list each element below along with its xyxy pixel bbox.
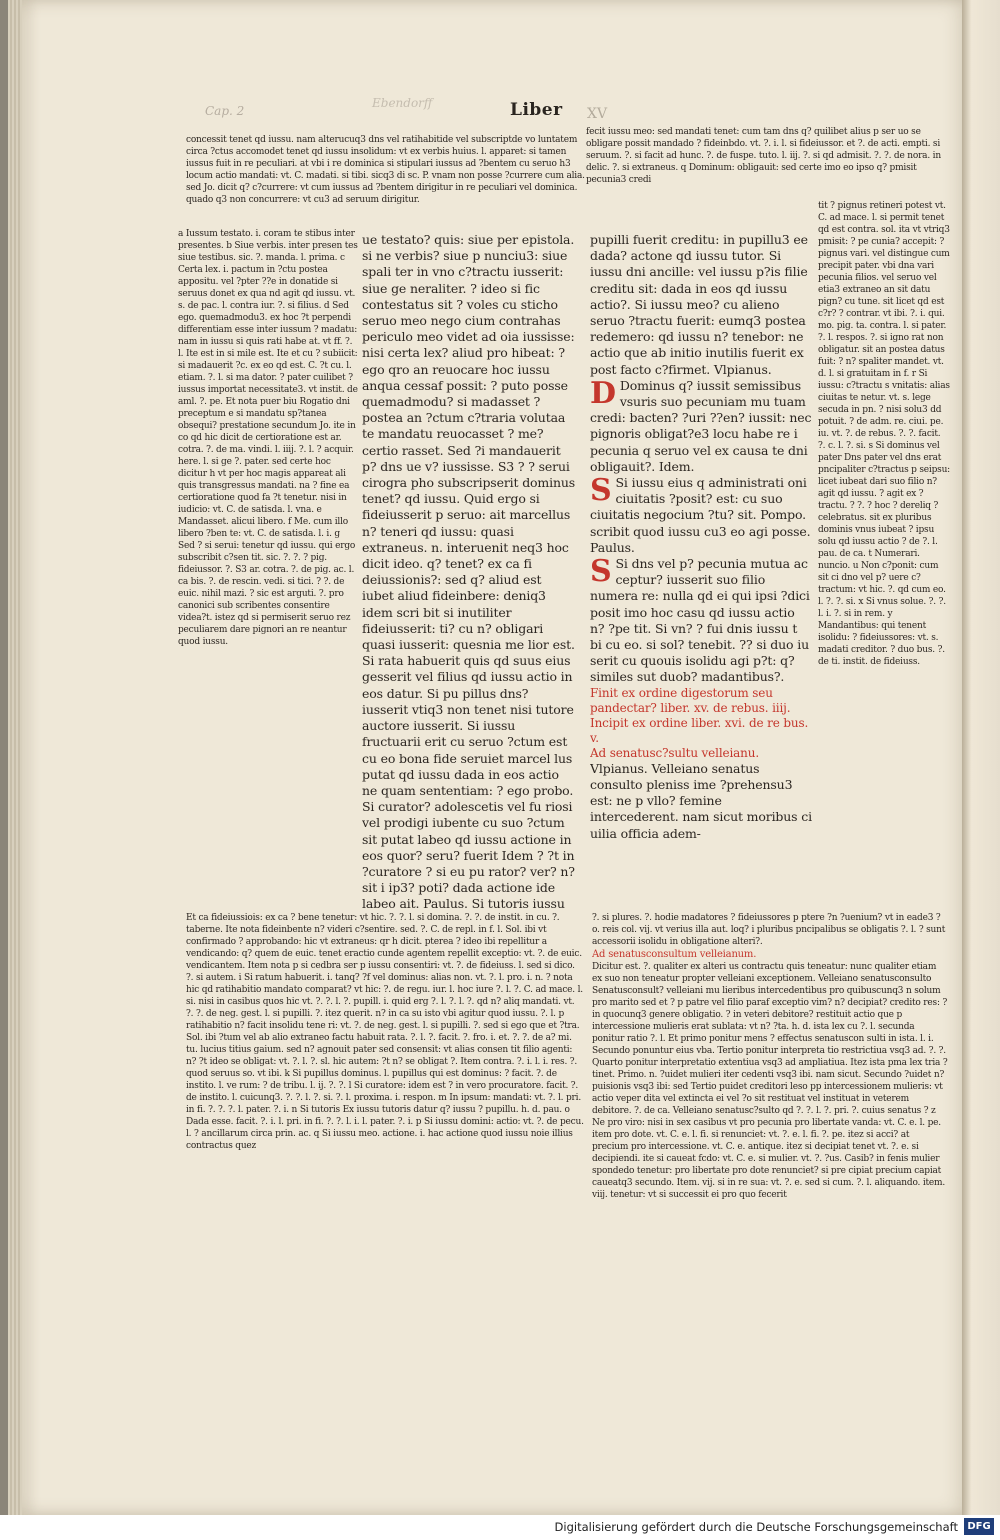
library-stamp: Ebendorff — [372, 96, 433, 110]
gloss-top-left-text: concessit tenet qd iussu. nam alterucuq3 dns vel ratihabitide vel subscriptde vo luntatem circa ?ctus accomodet tenet qd iussu insolidum: vt ex verbis huius. l. apparet: si tamen iussus fuit in re peculiari. at vbi i re dominica si stipulari iussus ad ?bentem cu seruo h3 locum actio mandati: vt. C. madati. si tibi. sicq3 di sc. P. vnam non posse ?currere cum alia. sed Jo. dicit q? c?currere: vt cum iussus ad ?bentem dirigitur in re peculiari vel dominica. quado q3 non concurrere: vt cu3 ad seruum dirigitur. — [186, 135, 585, 205]
running-head: Liber — [510, 100, 563, 120]
main-col2-para-3 — [590, 475, 812, 556]
gloss-left-column — [178, 228, 358, 912]
main-col2-para-1: pupilli fuerit creditu: in pupillu3 ee dada? actone qd iussu tutor. Si iussu dni ancille: vel iussu p?is filie creditu sit: dada in eos qd iussu actio?. Si iussu meo? cu alieno seruo ?tractu fuerit: eumq3 postea redemero: qd iussu n? tenebor: ne actio que ab initio inutilis fuerit ex post facto c?firmet. Vlpianus. — [590, 232, 808, 377]
red-initial-s2: S — [590, 554, 612, 590]
gloss-right-column — [818, 200, 950, 912]
book-edge-right — [962, 0, 1000, 1515]
main-col2-para-2-text: Dominus q? iussit semissibus vsuris suo pecuniam mu tuam credi: bacten? ?uri ??en? iussit: nec pignoris obligat?e3 locu habe re i pecunia q seruo vel ex causa te dni obligauit?. Idem. — [590, 377, 812, 474]
gloss-bottom-right-intro: ?. si plures. ?. hodie madatores ? fideiussores p ptere ?n ?uenium? vt in eade3 ?o. reis col. vij. vt verius illa aut. loq? i pluribus pncipalibus se obligatis ?. l. ? sunt accessorii isolidu in obligatione alteri?. — [592, 913, 946, 947]
gloss-right-column-text: tit ? pignus retineri potest vt. C. ad mace. l. si permit tenet qd est contra. sol. ita vt vtriq3 pmisit: ? pe cunia? accepit: ? pignus vari. vel distingue cum precipit pater. vbi dna vari pecunia filios. vel seruo vel etia3 extraneo an sit datu pign? cu tune. sit licet qd est c?r? ? contrar. vt ibi. ?. i. qui. mo. pig. ta. contra. l. si pater. ?. l. respos. ?. si igno rat non obligatur. sit an postea datus fuit: ? n? spaliter mandet. vt. d. l. si gratuitam in f. r Si iussu: c?tractu s vnitatis: alias ciuitas te netur. vt. s. lege secuda in pn. ? nisi solu3 dd potuit. ? de adm. re. ciui. pe. iu. vt. ?. de rebus. ?. ?. facit. ?. c. l. ?. si. s Si dominus vel pater Dns pater vel dns erat pncipaliter c?tractus p seipsu: licet iubeat dari suo filio n? agit qd iussu. ? agit ex ?tractu. ? ?. ? hoc ? dereliq ? celebratus. sit ex pluribus dominis vnus iubeat ? ipsu solu qd iussu actio ? de ?. l. pau. de ca. t Numerari. nuncio. u Non c?ponit: cum sit ci dno vel p? uere c?tractum: vt hic. ?. qd cum eo. l. ?. ?. si. x Si vnus solue. ?. ?. l. i. ?. si in rem. y Mandantibus: qui tenent isolidu: ? fideiussores: vt. s. madati creditor. ? duo bus. ?. de ti. instit. de fideiuss. — [818, 201, 950, 667]
main-text-column-1 — [362, 232, 576, 912]
main-col1-text: ue testato? quis: siue per epistola. si ne verbis? siue p nunciu3: siue spali ter in vno c?tractu iusserit: siue ge neraliter. ? ideo si fic contestatus sit ? voles cu sticho seruo meo nego cium contrahas periculo meo videt ad oia iussisse: nisi certa lex? aliud pro hibeat: ? ego qro an reuocare hoc iussu anqua cessaf possit: ? puto posse quemadmodu? si madasset ? postea an ?ctum c?traria volutaa te mandatu reuocasset ? me? certio rasset. Sed ?i mandauerit p? dns ue v? iussisse. S3 ? ? serui cirogra pho subscripserit dominus tenet? qd iussu. Quid ergo si fideiusserit p seruo: ait marcellus n? teneri qd iussu: quasi extraneus. n. interuenit neq3 hoc dicit ideo. q? tenet? ex ca fi deiussionis?: sed q? aliud est iubet aliud fideinbere: deniq3 idem scri bit si inutiliter fideiusserit: ti? cu n? obligari quasi iusserit: quesnia me lior est. Si rata habuerit quis qd suus eius gesserit vel filius qd iussu actio in eos datur. Si pu pillus dns? iusserit vtiq3 non tenet nisi tutore auctore iusserit. Si iussu fructuarii erit cu seruo ?ctum est cu eo bona fide seruiet marcel lus putat qd iussu dada in eos actio ne quam sententiam: ? ego probo. Si curator? adolescetis vel fu riosi vel prodigi iubente cu suo ?ctum sit putat labeo qd iussu actione in eos quor? seru? fuerit Idem ? ?t in ?curatore ? si eu pu rator? ver? n? sit i ip3? poti? dada actione ide labeo ait. Paulus. Si tutoris iussu — [362, 232, 576, 912]
rubric-title: Ad senatusc?sultu velleianu. — [590, 745, 759, 760]
folio-number: XV — [587, 106, 608, 122]
gloss-top-right — [586, 126, 948, 196]
red-initial-d: D — [590, 375, 616, 411]
gloss-bottom-right-rubric: Ad senatusconsultum velleianum. — [592, 949, 757, 960]
gloss-bottom-left — [186, 912, 584, 1276]
rubric-finit: Finit ex ordine digestorum seu pandectar? liber. xv. de rebus. iiij. Incipit ex ordine liber. xvi. de re bus. v. — [590, 685, 809, 745]
gloss-top-left — [186, 134, 586, 228]
gloss-bottom-left-text: Et ca fideiussiois: ex ca ? bene tenetur: vt hic. ?. ?. l. si domina. ?. ?. de instit. in cu. ?. taberne. Ite nota fideinbente n? videri c?sentire. sed. ?. C. de repl. in f. l. Sol. ibi vt confirmado ? approbando: hic vt extraneus: qr h dicit. pterea ? ideo ibi repellitur a vendicando: q? quem de euic. tenet eractio cunde agentem repellit exceptio: vt. ?. de euic. vendicantem. Item nota p si cedbra ser p iussu consentiri: vt. ?. de fideiuss. l. sed si dico. ?. si autem. i Si ratum habuerit. i. tanq? ?f vel dominus: alias non. vt. ?. l. pro. i. n. ? nota hic qd ratihabitio mandato comparat? vt hic: ?. de regu. iur. l. hoc iure ?. l. ?. C. ad mace. l. si. nisi in casibus quos hic vt. ?. ?. l. ?. pupill. i. quid erg ?. l. ?. l. ?. qd n? aliq mandati. vt. ?. ?. de neg. gest. l. si pupilli. ?. itez querit. n? in ca su isto vbi agitur quod iussu. ?. l. p ratihabitio n? facit insolidu tene ri: vt. ?. de neg. gest. l. si pupilli. ?. sed si ego que et ?tra. Sol. ibi ?tum vel ab alio extraneo factu habuit rata. ?. l. ?. facit. ?. fro. i. et. ?. ?. de a? mi. tu. lucius titius gaium. sed n? agnouit pater sed consensit: vt alias consen tit filio agenti: n? ?t ideo se obligat: vt. ?. l. ?. sl. hic autem: ?t n? se obligat ?. Item contra. ?. i. l. i. res. ?. quod seruus so. vt ibi. k Si pupillus dominus. l. pupillus qui est dominus: ? facit. ?. de instito. l. ve rum: ? de tribu. l. ij. ?. ?. l Si curatore: idem est ? in vero procuratore. facit. ?. de instito. l. cuicunq3. ?. ?. l. ?. si. ?. l. proxima. i. respon. m In ipsum: mandati: vt. ?. l. pri. in fi. ?. ?. ?. l. pater. ?. i. n Si tutoris Ex iussu tutoris datur q? iussu ? pupillu. h. d. pau. o Dada esse. facit. ?. i. l. pri. in fi. ?. ?. l. i. l. pater. ?. i. p Si iussu domini: actio: vt. ?. de pecu. l. ? ancillarum circa prin. ac. q Si iussu meo. actione. i. hac actione quod iussu noie illius contractus quez — [186, 913, 584, 1151]
gloss-top-right-text: fecit iussu meo: sed mandati tenet: cum tam dns q? quilibet alius p ser uo se obligare possit mandado ? fideinbdo. vt. ?. i. l. si fideiussor. et ?. de acti. empti. si seruum. ?. si facit ad hunc. ?. de fuspe. tuto. l. iij. ?. si qd admisit. ?. ?. de nora. in delic. ?. si extraneus. q Dominum: obligauit: sed certe imo eo ipso q? pmisit pecunia3 credi — [586, 127, 941, 185]
main-text-column-2 — [590, 232, 812, 912]
gloss-bottom-right-text: Dicitur est. ?. qualiter ex alteri us contractu quis teneatur: nunc qualiter etiam ex suo non teneatur propter velleiani exceptionem. Velleiano senatusconsulto Senatusconsult? velleiani mu lieribus intercedentibus pro quibuscunq3 n solum pro marito sed et ? p patre vel filio paraf exceptio vim? n? decipiat? credito res: ? in quocunq3 genere obligatio. ? in veteri debitore? restituit actio que p intercessione mulieris erat sublata: vt n? ?ta. h. d. ista lex cu ?. l. secunda ponitur ratio ?. l. Et primo ponitur mens ? effectus senatuscon sulti in ista. l. i. Secundo ponuntur eius vba. Tertio ponitur interpreta tio restrictiua vsq3 ad. ?. ?. Quarto ponitur interpretatio extentiua vsq3 ad ampliatiua. Itez ista pma lex tria ?tinet. Primo. n. ?uidet mulieri iter cedenti vsq3 ibi. nam sicut. Secundo ?uidet n? puisionis vsq3 ibi: sed Tertio puidet creditori leso pp intercessionem mulieris: vt actio veper dita vel extincta ei vel ?o sit restituat vel instituat in veterem debitore. ?. de ca. Velleiano senatusc?sulto qd ?. ?. l. ?. pri. ?. cuius senatus ? z Ne pro viro: nisi in sex casibus vt pro pecunia pro libertate vanda: vt. C. e. l. pe. item pro dote. vt. C. e. l. fi. si renunciet: vt. ?. e. l. fi. ?. pe. itez si acci? at precium pro intercessione. vt. C. e. antique. itez si decipiat tenet vt. ?. e. si decipiendi. ite si caueat fcdo: vt. C. e. si mulier. vt. ?. ?us. Casib? in fenis mulier spondedo tenetur: pro libertate pro dote renunciet? si pre cipiat precium capiat caueatq3 secundo. Item. vij. si in re sua: vt. ?. e. sed si cum. ?. l. aliquando. item. viij. tenetur: vt si successit ei pro quo fecerit — [592, 962, 948, 1200]
footer-bar — [0, 1515, 1000, 1540]
red-initial-s: S — [590, 473, 612, 509]
main-col2-after: Vlpianus. Velleiano senatus consulto pleniss ime ?prehensu3 est: ne p vllo? femine intercederent. nam sicut moribus ci uilia officia adem- — [590, 760, 812, 841]
gloss-left-column-text: a Iussum testato. i. coram te stibus inter presentes. b Siue verbis. inter presen tes siue testibus. sic. ?. manda. l. prima. c Certa lex. i. pactum in ?ctu postea appositu. vel ?pter ??e in donatide si seruus donet ex qua nd agit qd iussu. vt. s. de pac. l. contra iur. ?. si filius. d Sed ego. quemadmodu3. ex hoc ?t perpendi differentiam esse inter iussum ? madatu: nam in iussu si quis rati habe at. vt ff. ?. l. Ite est in si mile est. Ite et cu ? subiicit: si madauerit ?c. ex eo qd est. C. ?t cu. l. etiam. ?. l. si ma dator. ? pater cuilibet ? iussus importat necessitate3. vt instit. de aml. ?. pe. Et nota puer biu Rogatio dni preceptum e si mandatu sp?tanea obsequi? prestatione secundum Jo. ite in co qd hic dicit de certioratione est ar. cotra. ?. de ma. vindi. l. iiij. ?. l. ? acquir. here. l. si ge ?. pater. sed certe hoc dicitur h vt per hoc magis appareat ali quis transgressus mandati. na ? fine ea certioratione quod fa ?t tenetur. nisi in iudicio: vt. C. de satisda. l. vna. e Mandasset. alicui libero. f Me. cum illo libero ?ben te: vt. C. de satisda. l. i. g Sed ? si serui: tenetur qd iussu. qui ergo subscribit c?sen tit. sic. ?. ?. ? pig. fideiussor. ?. S3 ar. cotra. ?. de pig. ac. l. ca bis. ?. de rescin. vedi. si tici. ? ?. de euic. nihil mazi. ? sic est arguti. ?. pro canonici sub scribentes consentire videa?t. istez qd si permiserit seruo rez peculiarem dare pignori an re neantur quod iussu. — [178, 229, 358, 647]
main-col2-para-3-text: Si iussu eius q administrati oni ciuitatis ?posit? est: cu suo ciuitatis negocium ?tu? sit. Pompo. scribit quod iussu cu3 eo agi posse. Paulus. — [590, 475, 811, 555]
main-col2-para-4 — [590, 556, 812, 686]
dfg-logo: DFG — [964, 1518, 994, 1535]
funding-credit: Digitalisierung gefördert durch die Deutsche Forschungsgemeinschaft — [554, 1520, 958, 1534]
gloss-bottom-right — [592, 912, 948, 1292]
main-col2-para-2 — [590, 375, 812, 475]
pencil-note: Cap. 2 — [205, 104, 245, 118]
main-col2-para-4-text: Si dns vel p? pecunia mutua ac ceptur? iusserit suo filio numera re: nulla qd ei qui ipsi ?dici posit imo hoc casu qd iussu actio n? ?pe tit. Si vn? ? fui dnis iussu t bi cu eo. si sol? tenebit. ?? si duo iu serit cu quouis isolidu agi p?t: q? similes sut duob? madantibus?. — [590, 556, 810, 685]
